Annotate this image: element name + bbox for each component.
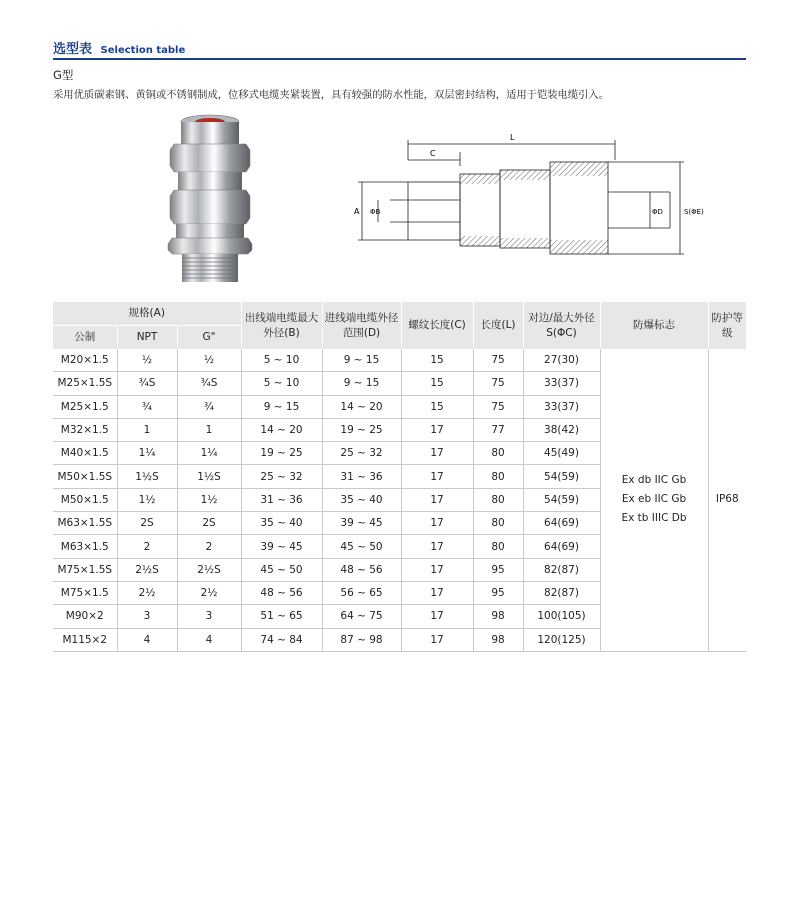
cable-gland-photo (160, 110, 260, 290)
table-cell: 39 ~ 45 (241, 535, 322, 558)
table-cell: M32×1.5 (53, 418, 117, 441)
table-cell: 15 (401, 395, 473, 418)
table-cell: 1¼ (177, 442, 241, 465)
table-cell: 95 (473, 558, 523, 581)
table-cell: 2 (177, 535, 241, 558)
table-cell: ¾ (117, 395, 177, 418)
table-cell: 75 (473, 372, 523, 395)
table-cell: 77 (473, 418, 523, 441)
table-cell: ¾ (177, 395, 241, 418)
table-cell: 75 (473, 395, 523, 418)
table-cell: 5 ~ 10 (241, 349, 322, 372)
table-cell: ½ (177, 349, 241, 372)
table-cell: M75×1.5S (53, 558, 117, 581)
table-cell: M50×1.5 (53, 488, 117, 511)
table-cell: 17 (401, 581, 473, 604)
table-cell: M20×1.5 (53, 349, 117, 372)
table-cell: 1½ (177, 488, 241, 511)
table-cell: 1 (117, 418, 177, 441)
table-cell: 75 (473, 349, 523, 372)
table-cell: 2½ (177, 581, 241, 604)
product-description: 采用优质碳素钢、黄铜或不锈钢制成，位移式电缆夹紧装置，具有较强的防水性能，双层密封结构，适用于铠装电缆引入。 (53, 89, 610, 101)
table-cell: 95 (473, 581, 523, 604)
table-cell: 80 (473, 465, 523, 488)
table-cell: 56 ~ 65 (322, 581, 401, 604)
table-cell: 98 (473, 605, 523, 628)
table-cell: 2½S (177, 558, 241, 581)
table-cell: 45 ~ 50 (322, 535, 401, 558)
table-cell: 17 (401, 628, 473, 651)
table-cell: 2½S (117, 558, 177, 581)
col-header-ip: 防护等级 (708, 302, 746, 349)
col-header-metric: 公制 (53, 326, 117, 350)
table-cell: 3 (117, 605, 177, 628)
table-cell: 51 ~ 65 (241, 605, 322, 628)
dim-label-e: S(ΦE) (684, 208, 704, 216)
table-cell: 33(37) (523, 372, 600, 395)
dim-label-d: ΦD (652, 208, 663, 216)
table-cell: M25×1.5S (53, 372, 117, 395)
table-cell: 80 (473, 512, 523, 535)
table-cell: 25 ~ 32 (322, 442, 401, 465)
table-cell: 17 (401, 442, 473, 465)
table-cell: 87 ~ 98 (322, 628, 401, 651)
dim-label-l: L (510, 133, 515, 142)
table-cell: ¾S (117, 372, 177, 395)
table-cell: 9 ~ 15 (322, 349, 401, 372)
table-cell: M25×1.5 (53, 395, 117, 418)
table-cell: 31 ~ 36 (241, 488, 322, 511)
table-cell: 38(42) (523, 418, 600, 441)
table-row (53, 349, 746, 372)
section-header (53, 38, 185, 57)
table-cell: 48 ~ 56 (322, 558, 401, 581)
table-cell: 5 ~ 10 (241, 372, 322, 395)
table-cell: 82(87) (523, 581, 600, 604)
table-cell: 17 (401, 558, 473, 581)
table-cell: 1¼ (117, 442, 177, 465)
col-header-length: 长度(L) (473, 302, 523, 349)
table-cell: 31 ~ 36 (322, 465, 401, 488)
cross-section-drawing (350, 130, 704, 270)
col-header-g: G" (177, 326, 241, 350)
ex-marks-cell (600, 349, 708, 651)
table-cell: 98 (473, 628, 523, 651)
table-cell: 80 (473, 535, 523, 558)
table-cell: M115×2 (53, 628, 117, 651)
table-cell: 1 (177, 418, 241, 441)
section-title-en: Selection table (100, 45, 186, 56)
table-cell: M50×1.5S (53, 465, 117, 488)
table-cell: 15 (401, 372, 473, 395)
table-cell: 120(125) (523, 628, 600, 651)
table-cell: 17 (401, 535, 473, 558)
col-header-outlet: 出线端电缆最大外径(B) (241, 302, 322, 349)
table-cell: ½ (117, 349, 177, 372)
table-cell: 2S (117, 512, 177, 535)
product-type-label: G型 (53, 68, 74, 82)
col-header-spec: 规格(A) (53, 302, 241, 326)
col-header-ex: 防爆标志 (600, 302, 708, 349)
table-cell: 4 (117, 628, 177, 651)
col-header-thread: 螺纹长度(C) (401, 302, 473, 349)
dim-label-c: C (430, 149, 436, 158)
ex-mark: Ex eb IIC Gb (621, 493, 687, 506)
table-cell: 17 (401, 418, 473, 441)
table-cell: 17 (401, 605, 473, 628)
table-cell: 80 (473, 488, 523, 511)
selection-table (53, 302, 746, 652)
table-cell: M63×1.5 (53, 535, 117, 558)
header-divider (53, 58, 746, 60)
dim-label-a: A (354, 207, 360, 216)
col-header-inlet: 进线端电缆外径范围(D) (322, 302, 401, 349)
table-cell: 2 (117, 535, 177, 558)
table-cell: 25 ~ 32 (241, 465, 322, 488)
table-cell: 2S (177, 512, 241, 535)
col-header-npt: NPT (117, 326, 177, 350)
table-cell: 4 (177, 628, 241, 651)
table-cell: 64 ~ 75 (322, 605, 401, 628)
table-cell: 1½S (177, 465, 241, 488)
table-cell: 3 (177, 605, 241, 628)
table-cell: 2½ (117, 581, 177, 604)
table-cell: 82(87) (523, 558, 600, 581)
ex-mark: Ex tb IIIC Db (621, 512, 687, 525)
table-cell: 19 ~ 25 (241, 442, 322, 465)
table-cell: 35 ~ 40 (241, 512, 322, 535)
table-cell: 48 ~ 56 (241, 581, 322, 604)
table-cell: 54(59) (523, 465, 600, 488)
table-cell: 14 ~ 20 (322, 395, 401, 418)
table-cell: 1½S (117, 465, 177, 488)
table-cell: 54(59) (523, 488, 600, 511)
table-cell: 45 ~ 50 (241, 558, 322, 581)
table-cell: 15 (401, 349, 473, 372)
table-cell: M75×1.5 (53, 581, 117, 604)
table-cell: 35 ~ 40 (322, 488, 401, 511)
col-header-hex: 对边/最大外径S(ΦC) (523, 302, 600, 349)
table-cell: 64(69) (523, 535, 600, 558)
section-title-cn: 选型表 (53, 42, 93, 57)
table-cell: 14 ~ 20 (241, 418, 322, 441)
table-cell: 74 ~ 84 (241, 628, 322, 651)
table-cell: M90×2 (53, 605, 117, 628)
table-cell: 17 (401, 512, 473, 535)
table-cell: 39 ~ 45 (322, 512, 401, 535)
ip-rating-cell: IP68 (708, 349, 746, 651)
table-cell: 19 ~ 25 (322, 418, 401, 441)
table-cell: 17 (401, 488, 473, 511)
table-cell: 17 (401, 465, 473, 488)
table-cell: M40×1.5 (53, 442, 117, 465)
table-cell: ¾S (177, 372, 241, 395)
table-cell: 64(69) (523, 512, 600, 535)
table-cell: 100(105) (523, 605, 600, 628)
table-cell: 80 (473, 442, 523, 465)
table-cell: 9 ~ 15 (241, 395, 322, 418)
dim-label-b: ΦB (370, 208, 381, 216)
table-cell: M63×1.5S (53, 512, 117, 535)
table-cell: 27(30) (523, 349, 600, 372)
table-cell: 33(37) (523, 395, 600, 418)
table-cell: 45(49) (523, 442, 600, 465)
table-cell: 9 ~ 15 (322, 372, 401, 395)
table-cell: 1½ (117, 488, 177, 511)
ex-mark: Ex db IIC Gb (621, 474, 687, 487)
